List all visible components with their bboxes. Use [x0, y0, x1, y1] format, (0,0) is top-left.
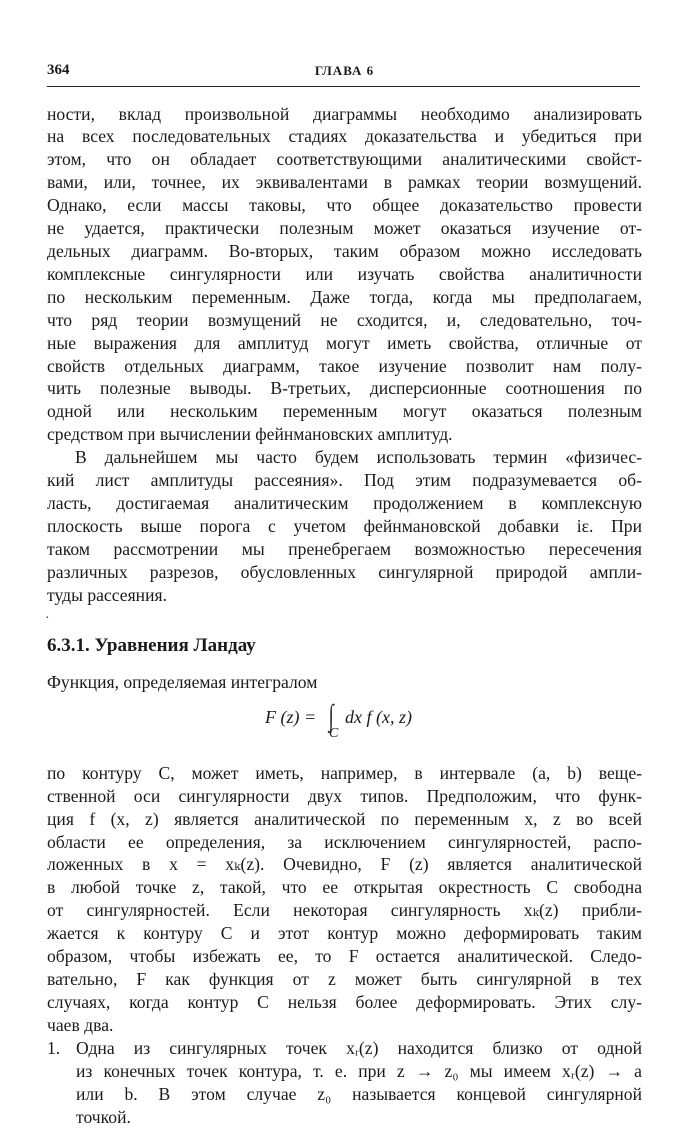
formula-rhs: dx f (x, z): [345, 706, 412, 727]
integral-sign: ∫: [328, 698, 334, 732]
page-number: 364: [47, 62, 70, 78]
text-line: В дальнейшем мы часто будем использовать термин «физичес-: [75, 447, 642, 468]
list-item-line: или b. В этом случае z₀ называется концевой сингулярной: [76, 1084, 642, 1104]
text-line: ция f (x, z) является аналитической по переменным x, z во всей: [47, 808, 642, 829]
running-header: [47, 62, 642, 82]
section-heading: [47, 635, 256, 657]
text-line: таком рассмотрении мы пренебрегаем возможностью пересечения: [47, 539, 642, 560]
text-line: ности, вклад произвольной диаграммы необходимо анализировать: [47, 104, 642, 124]
text-line: комплексные сингулярности или изучать свойства аналитичности: [47, 263, 642, 284]
text-line: одной или нескольким переменным могут оказаться полезным: [47, 401, 642, 422]
list-item-number: 1.: [47, 1038, 61, 1058]
text-line: области ее определения, за исключением сингулярностей, распо-: [47, 831, 642, 852]
list-item-line: Одна из сингулярных точек xᵣ(z) находится близко от одной: [76, 1038, 642, 1058]
integral-formula: [265, 698, 435, 747]
text-line: на всех последовательных стадиях доказательства и убедиться при: [47, 125, 642, 146]
list-item-line: из конечных точек контура, т. е. при z → z₀ мы имеем xᵣ(z) → a: [76, 1061, 642, 1081]
text-line: дельных диаграмм. Во-вторых, таким образом можно исследовать: [47, 240, 642, 261]
formula-lhs: F (z) =: [265, 706, 317, 727]
intro-line: Функция, определяемая интегралом: [47, 671, 318, 692]
text-line: образом, чтобы избежать ее, то F остается аналитической. Следо-: [47, 946, 642, 967]
text-line: что ряд теории возмущений не сходится, и, следовательно, точ-: [47, 309, 642, 330]
section-title: Уравнения Ландау: [94, 634, 256, 656]
text-line: вами, или, точнее, их эквивалентами в рамках теории возмущений.: [47, 171, 642, 192]
header-rule: [47, 86, 640, 87]
text-line: жается к контуру C и этот контур можно деформировать таким: [47, 923, 642, 944]
text-line: Однако, если массы таковы, что общее доказательство провести: [47, 194, 642, 215]
section-number: 6.3.1.: [47, 634, 90, 656]
text-line: различных разрезов, обусловленных сингулярной природой ампли-: [47, 562, 642, 582]
integral-contour: C: [329, 725, 339, 741]
list-item-line: точкой.: [76, 1106, 131, 1127]
text-line: ложенных в x = xₖ(z). Очевидно, F (z) является аналитической: [47, 854, 642, 875]
chapter-title: ГЛАВА 6: [314, 63, 375, 78]
stray-mark: ·: [45, 610, 50, 626]
text-line: по нескольким переменным. Даже тогда, когда мы предполагаем,: [47, 286, 642, 307]
text-line: этом, что он обладает соответствующими аналитическими свойст-: [47, 148, 642, 169]
text-line: в любой точке z, такой, что ее открытая окрестность C свободна: [47, 877, 642, 898]
text-line: свойств отдельных диаграмм, такое изучение позволит нам полу-: [47, 355, 642, 376]
text-line: по контуру C, может иметь, например, в интервале (a, b) веще-: [47, 762, 642, 783]
text-line: кий лист амплитуды рассеяния». Под этим подразумевается об-: [47, 470, 642, 491]
text-line: чить полезные выводы. В-третьих, дисперсионные соотношения по: [47, 378, 642, 399]
text-line: случаях, когда контур C нельзя более деформировать. Этих слу-: [47, 992, 642, 1013]
text-line: не удается, практически полезным может оказаться изучение от-: [47, 217, 642, 238]
text-line: средством при вычислении фейнмановских амплитуд.: [47, 424, 453, 445]
text-line: ные выражения для амплитуд могут иметь свойства, отличные от: [47, 332, 642, 353]
text-line: чаев два.: [47, 1015, 114, 1036]
text-line: ласть, достигаемая аналитическим продолжением в комплексную: [47, 493, 642, 514]
text-line: ственной оси сингулярности двух типов. Предположим, что функ-: [47, 785, 642, 806]
text-line: плоскость выше порога с учетом фейнмановской добавки iε. При: [47, 516, 642, 537]
text-line: вательно, F как функция от z может быть сингулярной в тех: [47, 969, 642, 990]
text-line: от сингулярностей. Если некоторая сингулярность xₖ(z) прибли-: [47, 900, 642, 921]
text-line: туды рассеяния.: [47, 585, 167, 605]
